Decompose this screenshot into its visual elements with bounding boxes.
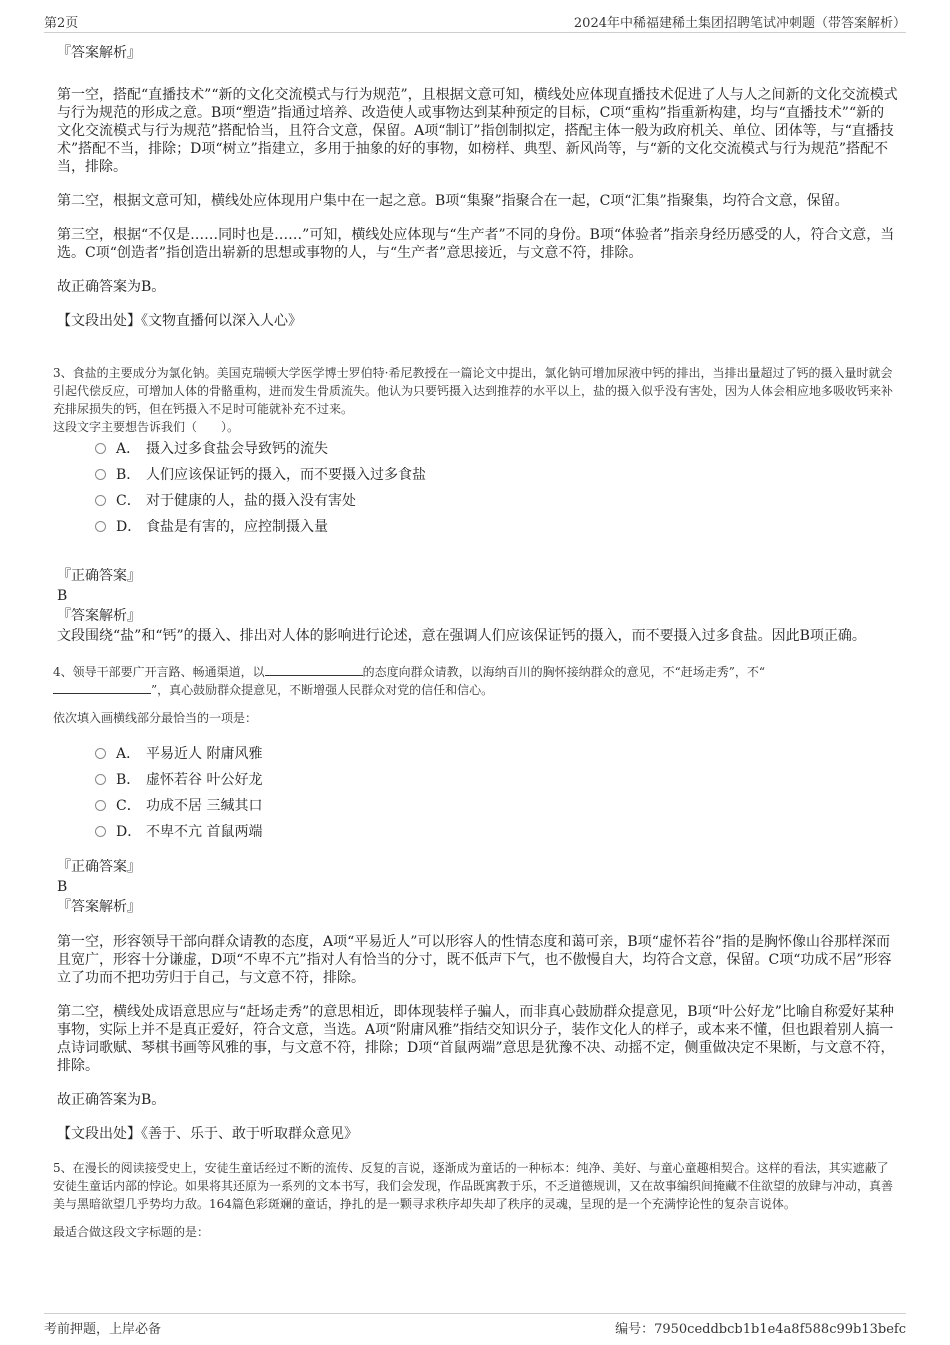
question-prompt: 依次填入画横线部分最恰当的一项是： [53, 711, 258, 725]
radio-icon[interactable] [95, 774, 106, 785]
analysis-paragraph: 第二空，横线处成语意思应与“赶场走秀”的意思相近，即体现装样子骗人，而非真心鼓励群众提意见，B项“叶公好龙”比喻自称爱好某种事物，实际上并不是真正爱好，符合文意，当选。A项“附庸风雅”指结交知识分子，装作文化人的样子，或本来不懂，但也跟着别人搞一点诗词歌赋、琴棋书画等风雅的事，与文意不符，排除；D项“首鼠两端”意思是犹豫不决、动摇不定，侧重做决定不果断，与文意不符，排除。 [57, 1004, 895, 1074]
analysis-paragraph: 文段围绕“盐”和“钙”的摄入、排出对人体的影响进行论述，意在强调人们应该保证钙的摄入，而不要摄入过多食盐。因此B项正确。 [57, 628, 866, 644]
page-header [44, 10, 906, 33]
radio-icon[interactable] [95, 495, 106, 506]
page-footer [44, 1313, 906, 1338]
option-c[interactable]: C． 对于健康的人，盐的摄入没有害处 [95, 492, 898, 518]
page-number: 第2页 [44, 16, 79, 31]
fill-blank [265, 663, 363, 676]
conclusion: 故正确答案为B。 [57, 1092, 166, 1108]
radio-icon[interactable] [95, 800, 106, 811]
fill-blank [53, 681, 151, 694]
analysis-paragraph: 第二空，根据文意可知，横线处应体现用户集中在一起之意。B项“集聚”指聚合在一起，C项“汇集”指聚集，均符合文意，保留。 [57, 193, 849, 209]
analysis-paragraph: 第三空，根据“不仅是……同时也是……”可知，横线处应体现与“生产者”不同的身份。B项“体验者”指亲身经历感受的人，符合文意，当选。C项“创造者”指创造出崭新的思想或事物的人，与“生产者”意思接近，与文意不符，排除。 [57, 227, 895, 261]
question-stem: 5、在漫长的阅读接受史上，安徒生童话经过不断的流传、反复的言说，逐渐成为童话的一种标本：纯净、美好、与童心童趣相契合。这样的看法，其实遮蔽了安徒生童话内部的悖论。如果将其还原为一系列的文本书写，我们会发现，作品既寓教于乐，不乏道德规训，又在故事编织间掩藏不住欲望的放肆与冲动，真善美与黑暗欲望几乎势均力敌。164篇色彩斑斓的童话，挣扎的是一颗寻求秩序却失却了秩序的灵魂，呈现的是一个充满悖论性的复杂言说体。 [53, 1161, 894, 1211]
question-prompt: 最适合做这段文字标题的是： [53, 1225, 210, 1239]
analysis-tag: 『答案解析』 [57, 899, 141, 915]
option-c[interactable]: C． 功成不居 三缄其口 [95, 797, 898, 823]
option-a[interactable]: A． 平易近人 附庸风雅 [95, 745, 898, 771]
radio-icon[interactable] [95, 443, 106, 454]
option-b[interactable]: B． 人们应该保证钙的摄入，而不要摄入过多食盐 [95, 466, 898, 492]
source-citation: 【文段出处】《善于、乐于、敢于听取群众意见》 [57, 1126, 358, 1142]
radio-icon[interactable] [95, 521, 106, 532]
option-d[interactable]: D． 不卑不亢 首鼠两端 [95, 823, 898, 849]
option-a[interactable]: A． 摄入过多食盐会导致钙的流失 [95, 440, 898, 466]
option-d[interactable]: D． 食盐是有害的，应控制摄入量 [95, 518, 898, 544]
answer-tag: 『正确答案』 [57, 568, 141, 584]
radio-icon[interactable] [95, 469, 106, 480]
question-prompt: 这段文字主要想告诉我们（ ）。 [53, 420, 240, 434]
analysis-paragraph: 第一空，搭配“直播技术”“新的文化交流模式与行为规范”，且根据文意可知，横线处应体现直播技术促进了人与人之间新的文化交流模式与行为规范的形成之意。B项“塑造”指通过培养、改造使人或事物达到某种预定的目标，C项“重构”指重新构建，均与“直播技术”“新的文化交流模式与行为规范”搭配恰当，且符合文意，保留。A项“制订”指创制拟定，搭配主体一般为政府机关、单位、团体等，与“直播技术”搭配不当，排除；D项“树立”指建立，多用于抽象的好的事物，如榜样、典型、新风尚等，与“新的文化交流模式与行为规范”搭配不当，排除。 [57, 87, 898, 175]
footer-slogan: 考前押题，上岸必备 [44, 1322, 162, 1337]
options-list [95, 440, 898, 544]
document-title: 2024年中稀福建稀土集团招聘笔试冲刺题（带答案解析） [573, 16, 906, 31]
analysis-tag: 『答案解析』 [57, 45, 141, 61]
page-content [53, 44, 898, 1241]
analysis-tag: 『答案解析』 [57, 608, 141, 624]
option-b[interactable]: B． 虚怀若谷 叶公好龙 [95, 771, 898, 797]
question-stem: 4、领导干部要广开言路、畅通渠道，以 的态度向群众请教，以海纳百川的胸怀接纳群众的意见，不“赶场走秀”，不“ ”，真心鼓励群众提意见，不断增强人民群众对党的信任和信心。 [53, 665, 766, 697]
conclusion: 故正确答案为B。 [57, 279, 166, 295]
document-id: 编号：7950ceddbcb1b1e4a8f588c99b13befc [615, 1322, 906, 1337]
radio-icon[interactable] [95, 826, 106, 837]
radio-icon[interactable] [95, 748, 106, 759]
analysis-paragraph: 第一空，形容领导干部向群众请教的态度，A项“平易近人”可以形容人的性情态度和蔼可亲，B项“虚怀若谷”指的是胸怀像山谷那样深而且宽广，形容十分谦虚，D项“不卑不亢”指对人有恰当的分寸，既不低声下气，也不傲慢自大，均符合文意，保留。C项“功成不居”形容立了功而不把功劳归于自己，与文意不符，排除。 [57, 934, 892, 986]
options-list [95, 745, 898, 849]
correct-answer: B [57, 879, 68, 895]
source-citation: 【文段出处】《文物直播何以深入人心》 [57, 313, 302, 329]
answer-tag: 『正确答案』 [57, 859, 141, 875]
question-stem: 3、食盐的主要成分为氯化钠。美国克瑞顿大学医学博士罗伯特·希尼教授在一篇论文中提出，氯化钠可增加尿液中钙的排出，当排出量超过了钙的摄入量时就会引起代偿反应，可增加人体的骨骼重构，进而发生骨质流失。他认为只要钙摄入达到推荐的水平以上，盐的摄入似乎没有害处，因为人体会相应地多吸收钙来补充排尿损失的钙，但在钙摄入不足时可能就补充不过来。 [53, 366, 894, 416]
correct-answer: B [57, 588, 68, 604]
